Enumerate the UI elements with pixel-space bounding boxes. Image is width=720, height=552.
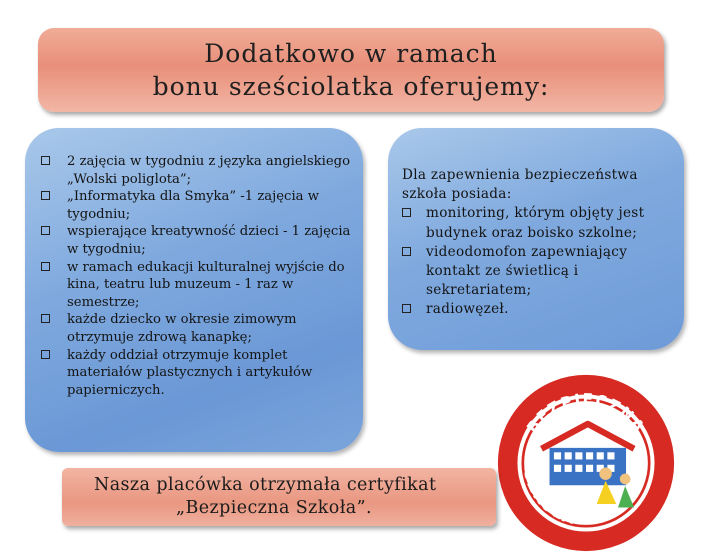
checkbox-bullet-icon	[402, 304, 411, 313]
checkbox-bullet-icon	[41, 191, 50, 200]
list-item: każdy oddział otrzymuje komplet materiałów plastycznych i artykułów papierniczych.	[41, 347, 363, 400]
checkbox-bullet-icon	[402, 208, 411, 217]
checkbox-bullet-icon	[402, 247, 411, 256]
title-line-1: Dodatkowo w ramach	[204, 39, 498, 68]
list-item: wspierające kreatywność dzieci - 1 zajęcia w tygodniu;	[41, 223, 363, 258]
security-content	[402, 166, 682, 320]
certificate-line-2: „Bezpieczna Szkoła”.	[176, 498, 372, 518]
offer-panel	[25, 128, 363, 452]
checkbox-bullet-icon	[41, 156, 50, 165]
security-intro: Dla zapewnienia bezpieczeństwa szkoła posiada:	[402, 167, 638, 203]
list-item: „Informatyka dla Smyka” -1 zajęcia w tygodniu;	[41, 188, 363, 223]
security-panel	[388, 128, 684, 350]
logo-text-bottom: SZKOŁA	[519, 467, 579, 529]
list-item: monitoring, którym objęty jest budynek oraz boisko szkolne;	[402, 204, 682, 242]
list-item: radiowęzeł.	[402, 300, 682, 319]
safe-school-logo	[497, 374, 675, 552]
logo-text-top: BEZPIECZNA	[523, 390, 649, 437]
certificate-banner	[62, 468, 496, 526]
title-line-2: bonu sześciolatka oferujemy:	[152, 72, 550, 101]
checkbox-bullet-icon	[41, 226, 50, 235]
list-item: każde dziecko w okresie zimowym otrzymuje zdrową kanapkę;	[41, 311, 363, 346]
title-banner	[38, 28, 664, 112]
list-item: videodomofon zapewniający kontakt ze świetlicą i sekretariatem;	[402, 243, 682, 301]
list-item: 2 zajęcia w tygodniu z języka angielskiego „Wolski poliglota”;	[41, 153, 363, 188]
checkbox-bullet-icon	[41, 314, 50, 323]
checkbox-bullet-icon	[41, 262, 50, 271]
list-item: w ramach edukacji kulturalnej wyjście do kina, teatru lub muzeum - 1 raz w semestrze;	[41, 259, 363, 312]
checkbox-bullet-icon	[41, 350, 50, 359]
security-list	[402, 204, 682, 319]
certificate-line-1: Nasza placówka otrzymała certyfikat	[94, 475, 437, 495]
offer-list	[41, 153, 363, 399]
